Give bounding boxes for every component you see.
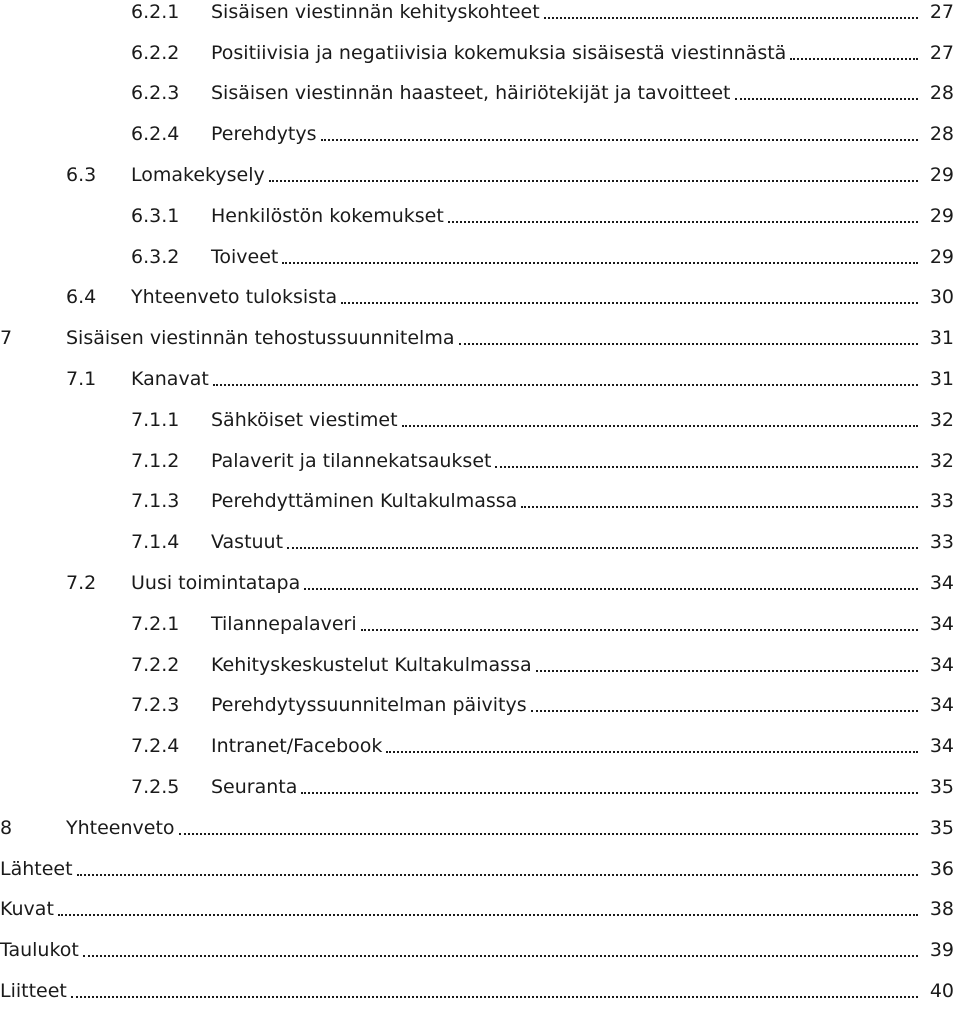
dot-leader [58, 900, 918, 919]
toc-entry-number: 6.2.1 [131, 0, 180, 23]
toc-entry-7-2[interactable] [0, 563, 960, 604]
dot-leader [544, 3, 918, 22]
toc-entry-title: Lomakekysely [131, 164, 265, 187]
toc-entry-7-1-4[interactable] [0, 522, 960, 563]
toc-entry-page: 36 [929, 857, 954, 880]
toc-entry-6-4[interactable] [0, 278, 960, 319]
toc-entry-6-2-3[interactable] [0, 74, 960, 115]
toc-entry-title: Sisäisen viestinnän haasteet, häiriötekijät ja tavoitteet [211, 82, 731, 105]
toc-entry-number: 6.2.3 [131, 82, 180, 105]
dot-leader [521, 492, 918, 511]
toc-entry-title: Kuvat [0, 898, 54, 921]
toc-entry-number: 7.2.1 [131, 612, 180, 635]
toc-entry-7-2-2[interactable] [0, 645, 960, 686]
toc-entry-page: 34 [929, 653, 954, 676]
toc-entry-title: Kanavat [131, 368, 209, 391]
toc-entry-page: 29 [929, 245, 954, 268]
dot-leader [71, 982, 918, 1001]
dot-leader [287, 533, 918, 552]
toc-entry-page: 27 [929, 41, 954, 64]
dot-leader [386, 737, 918, 756]
toc-entry-title: Perehdyttäminen Kultakulmassa [211, 490, 518, 513]
toc-entry-number: 6.2.4 [131, 123, 180, 146]
toc-entry-7-1-3[interactable] [0, 482, 960, 523]
toc-entry-6-2-4[interactable] [0, 114, 960, 155]
toc-entry-number: 6.3.2 [131, 245, 180, 268]
toc-entry-liitteet[interactable] [0, 971, 960, 1012]
toc-entry-number: 8 [0, 816, 13, 839]
dot-leader [301, 778, 918, 797]
toc-entry-title: Perehdytyssuunnitelman päivitys [211, 694, 527, 717]
toc-entry-number: 7.2.3 [131, 694, 180, 717]
dot-leader [282, 248, 918, 267]
toc-entry-7-1[interactable] [0, 359, 960, 400]
toc-entry-page: 28 [929, 82, 954, 105]
toc-entry-page: 35 [929, 776, 954, 799]
dot-leader [269, 166, 918, 185]
toc-entry-number: 6.4 [66, 286, 97, 309]
toc-entry-page: 32 [929, 408, 954, 431]
dot-leader [321, 125, 919, 144]
toc-entry-page: 30 [929, 286, 954, 309]
toc-entry-title: Sisäisen viestinnän kehityskohteet [211, 0, 540, 23]
toc-entry-page: 28 [929, 123, 954, 146]
toc-entry-page: 34 [929, 735, 954, 758]
toc-entry-page: 38 [929, 898, 954, 921]
toc-entry-title: Intranet/Facebook [211, 735, 383, 758]
toc-entry-title: Seuranta [211, 776, 298, 799]
toc-entry-title: Kehityskeskustelut Kultakulmassa [211, 653, 532, 676]
toc-entry-page: 33 [929, 490, 954, 513]
toc-entry-title: Perehdytys [211, 123, 317, 146]
toc-entry-title: Yhteenveto tuloksista [131, 286, 338, 309]
toc-entry-title: Sisäisen viestinnän tehostussuunnitelma [66, 327, 455, 350]
toc-entry-page: 35 [929, 816, 954, 839]
dot-leader [790, 44, 918, 63]
dot-leader [341, 288, 918, 307]
toc-entry-kuvat[interactable] [0, 890, 960, 931]
toc-entry-page: 32 [929, 449, 954, 472]
dot-leader [77, 860, 918, 879]
toc-entry-taulukot[interactable] [0, 930, 960, 971]
toc-entry-title: Sähköiset viestimet [211, 408, 398, 431]
toc-entry-title: Henkilöstön kokemukset [211, 204, 444, 227]
dot-leader [361, 615, 918, 634]
toc-entry-page: 34 [929, 694, 954, 717]
toc-entry-number: 6.2.2 [131, 41, 180, 64]
dot-leader [179, 819, 918, 838]
toc-entry-title: Lähteet [0, 857, 73, 880]
toc-entry-lahteet[interactable] [0, 849, 960, 890]
toc-entry-6-3-1[interactable] [0, 196, 960, 237]
toc-entry-title: Liitteet [0, 980, 67, 1003]
dot-leader [448, 207, 918, 226]
toc-entry-number: 7.2 [66, 572, 97, 595]
toc-entry-number: 7.2.5 [131, 776, 180, 799]
toc-entry-page: 40 [929, 980, 954, 1003]
toc-entry-number: 6.3.1 [131, 204, 180, 227]
toc-entry-number: 7.1.1 [131, 408, 180, 431]
toc-entry-7-2-4[interactable] [0, 726, 960, 767]
toc-entry-7-1-1[interactable] [0, 400, 960, 441]
dot-leader [531, 696, 918, 715]
toc-entry-page: 34 [929, 572, 954, 595]
toc-entry-page: 34 [929, 612, 954, 635]
toc-entry-page: 33 [929, 531, 954, 554]
toc-entry-number: 7.1 [66, 368, 97, 391]
toc-entry-title: Taulukot [0, 939, 79, 962]
toc-entry-number: 7.2.2 [131, 653, 180, 676]
toc-entry-6-3[interactable] [0, 155, 960, 196]
toc-entry-page: 39 [929, 939, 954, 962]
dot-leader [495, 452, 918, 471]
toc-entry-6-2-1[interactable] [0, 0, 960, 33]
toc-entry-number: 7.1.3 [131, 490, 180, 513]
toc-entry-number: 7.1.4 [131, 531, 180, 554]
toc-entry-6-2-2[interactable] [0, 33, 960, 74]
toc-entry-number: 7.1.2 [131, 449, 180, 472]
dot-leader [83, 941, 918, 960]
toc-entry-title: Positiivisia ja negatiivisia kokemuksia sisäisestä viestinnästä [211, 41, 787, 64]
toc-entry-number: 6.3 [66, 164, 97, 187]
toc-entry-page: 31 [929, 368, 954, 391]
toc-entry-7[interactable] [0, 318, 960, 359]
toc-entry-7-1-2[interactable] [0, 441, 960, 482]
toc-entry-7-2-1[interactable] [0, 604, 960, 645]
toc-entry-page: 31 [929, 327, 954, 350]
toc-entry-page: 27 [929, 0, 954, 23]
toc-entry-6-3-2[interactable] [0, 237, 960, 278]
toc-entry-title: Tilannepalaveri [211, 612, 357, 635]
toc-entry-title: Uusi toimintatapa [131, 572, 301, 595]
toc-entry-page: 29 [929, 204, 954, 227]
dot-leader [735, 84, 918, 103]
toc-entry-number: 7 [0, 327, 13, 350]
toc-entry-page: 29 [929, 164, 954, 187]
toc-entry-8[interactable] [0, 808, 960, 849]
dot-leader [213, 370, 918, 389]
dot-leader [402, 411, 918, 430]
toc-entry-7-2-3[interactable] [0, 686, 960, 727]
toc-entry-7-2-5[interactable] [0, 767, 960, 808]
dot-leader [459, 329, 919, 348]
dot-leader [536, 656, 918, 675]
toc-entry-title: Toiveet [211, 245, 279, 268]
toc-entry-title: Palaverit ja tilannekatsaukset [211, 449, 492, 472]
toc-entry-number: 7.2.4 [131, 735, 180, 758]
toc-entry-title: Vastuut [211, 531, 284, 554]
dot-leader [304, 574, 918, 593]
toc-entry-title: Yhteenveto [66, 816, 175, 839]
